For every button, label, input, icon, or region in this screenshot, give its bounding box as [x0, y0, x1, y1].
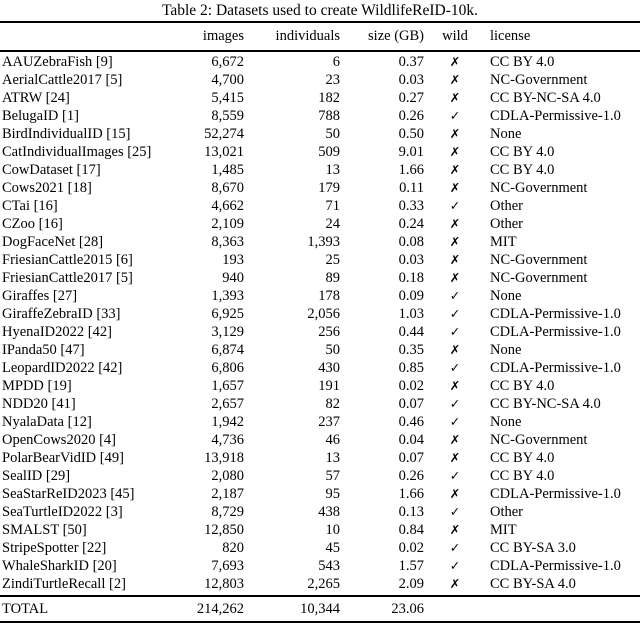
cell-license: CDLA-Permissive-1.0 [490, 486, 621, 502]
cell-images: 5,415 [211, 90, 244, 106]
cell-size: 0.27 [398, 90, 424, 106]
cell-size: 0.18 [398, 270, 424, 286]
table-row [0, 539, 640, 557]
wild-cross-icon: ✗ [449, 90, 461, 105]
cell-individuals: 178 [318, 288, 340, 304]
cell-images: 1,485 [211, 162, 244, 178]
cell-size: 0.26 [398, 468, 424, 484]
cell-license: CC BY-NC-SA 4.0 [490, 396, 601, 412]
cell-dataset-name: SMALST [50] [2, 522, 87, 538]
cell-individuals: 50 [325, 342, 340, 358]
cell-dataset-name: HyenaID2022 [42] [2, 324, 112, 340]
cell-license: CC BY 4.0 [490, 450, 555, 466]
cell-size: 0.02 [398, 540, 424, 556]
wild-cross-icon: ✗ [449, 432, 461, 447]
cell-size: 0.50 [398, 126, 424, 142]
cell-license: NC-Government [490, 270, 588, 286]
cell-size: 0.33 [398, 198, 424, 214]
cell-license: None [490, 126, 522, 142]
cell-dataset-name: NyalaData [12] [2, 414, 92, 430]
cell-dataset-name: ATRW [24] [2, 90, 70, 106]
cell-images: 193 [222, 252, 244, 268]
cell-dataset-name: BelugaID [1] [2, 108, 79, 124]
wild-check-icon: ✓ [449, 198, 461, 213]
header-wild: wild [442, 28, 468, 44]
header-individuals: individuals [275, 28, 340, 44]
cell-images: 12,850 [204, 522, 244, 538]
cell-images: 1,393 [211, 288, 244, 304]
cell-license: CDLA-Permissive-1.0 [490, 558, 621, 574]
wild-check-icon: ✓ [449, 288, 461, 303]
wild-cross-icon: ✗ [449, 252, 461, 267]
wild-cross-icon: ✗ [449, 54, 461, 69]
cell-individuals: 95 [325, 486, 340, 502]
wild-cross-icon: ✗ [449, 522, 461, 537]
cell-individuals: 6 [332, 54, 340, 70]
table-row [0, 197, 640, 215]
cell-images: 2,657 [211, 396, 244, 412]
cell-size: 1.66 [398, 162, 424, 178]
cell-individuals: 24 [325, 216, 340, 232]
table-row [0, 143, 640, 161]
cell-size: 0.04 [398, 432, 424, 448]
cell-size: 0.44 [398, 324, 424, 340]
cell-images: 6,874 [211, 342, 244, 358]
cell-images: 1,657 [211, 378, 244, 394]
cell-size: 0.46 [398, 414, 424, 430]
cell-dataset-name: StripeSpotter [22] [2, 540, 107, 556]
table-row [0, 395, 640, 413]
table-row [0, 341, 640, 359]
cell-dataset-name: Giraffes [27] [2, 288, 78, 304]
header-images: images [202, 28, 244, 44]
cell-license: CC BY-SA 4.0 [490, 576, 576, 592]
cell-images: 4,700 [211, 72, 244, 88]
cell-license: CC BY 4.0 [490, 54, 555, 70]
cell-license: CC BY 4.0 [490, 162, 555, 178]
cell-size: 0.03 [398, 252, 424, 268]
cell-dataset-name: WhaleSharkID [20] [2, 558, 117, 574]
wild-cross-icon: ✗ [449, 72, 461, 87]
table-row [0, 89, 640, 107]
wild-cross-icon: ✗ [449, 486, 461, 501]
header-size: size (GB) [368, 28, 424, 44]
table-row [0, 359, 640, 377]
table-row [0, 323, 640, 341]
table-row [0, 71, 640, 89]
cell-size: 0.08 [398, 234, 424, 250]
cell-individuals: 509 [318, 144, 340, 160]
cell-images: 820 [222, 540, 244, 556]
cell-size: 0.02 [398, 378, 424, 394]
cell-dataset-name: AAUZebraFish [9] [2, 54, 113, 70]
table-row [0, 179, 640, 197]
cell-individuals: 543 [318, 558, 340, 574]
cell-images: 13,918 [204, 450, 244, 466]
table-row [0, 449, 640, 467]
cell-individuals: 23 [325, 72, 340, 88]
cell-images: 12,803 [204, 576, 244, 592]
cell-dataset-name: SealID [29] [2, 468, 71, 484]
cell-license: CDLA-Permissive-1.0 [490, 360, 621, 376]
cell-license: Other [490, 216, 524, 232]
cell-size: 0.07 [398, 450, 424, 466]
cell-images: 7,693 [211, 558, 244, 574]
cell-size: 2.09 [398, 576, 424, 592]
cell-size: 0.13 [398, 504, 424, 520]
cell-individuals: 50 [325, 126, 340, 142]
cell-individuals: 10 [325, 522, 340, 538]
total-size: 23.06 [391, 600, 424, 617]
table-row [0, 521, 640, 539]
cell-images: 8,729 [211, 504, 244, 520]
table-body [0, 52, 640, 595]
cell-images: 2,080 [211, 468, 244, 484]
wild-cross-icon: ✗ [449, 450, 461, 465]
cell-dataset-name: BirdIndividualID [15] [2, 126, 131, 142]
cell-images: 940 [222, 270, 244, 286]
cell-license: None [490, 342, 522, 358]
cell-license: CC BY 4.0 [490, 144, 555, 160]
cell-individuals: 13 [325, 162, 340, 178]
wild-check-icon: ✓ [449, 108, 461, 123]
cell-license: Other [490, 198, 524, 214]
cell-individuals: 179 [318, 180, 340, 196]
wild-cross-icon: ✗ [449, 576, 461, 591]
cell-license: CDLA-Permissive-1.0 [490, 324, 621, 340]
cell-images: 8,559 [211, 108, 244, 124]
cell-dataset-name: SeaStarReID2023 [45] [2, 486, 135, 502]
cell-license: NC-Government [490, 180, 588, 196]
cell-dataset-name: PolarBearVidID [49] [2, 450, 124, 466]
cell-images: 4,736 [211, 432, 244, 448]
cell-size: 0.35 [398, 342, 424, 358]
cell-dataset-name: Cows2021 [18] [2, 180, 92, 196]
cell-dataset-name: IPanda50 [47] [2, 342, 85, 358]
cell-images: 2,109 [211, 216, 244, 232]
wild-cross-icon: ✗ [449, 270, 461, 285]
total-images: 214,262 [196, 600, 244, 617]
cell-size: 0.03 [398, 72, 424, 88]
table-row [0, 557, 640, 575]
table-header-row [0, 23, 640, 50]
cell-individuals: 46 [325, 432, 340, 448]
wild-cross-icon: ✗ [449, 342, 461, 357]
cell-dataset-name: OpenCows2020 [4] [2, 432, 116, 448]
total-row [0, 597, 640, 621]
cell-license: CC BY 4.0 [490, 378, 555, 394]
table-row [0, 467, 640, 485]
cell-size: 0.84 [398, 522, 424, 538]
cell-dataset-name: CowDataset [17] [2, 162, 101, 178]
cell-individuals: 438 [318, 504, 340, 520]
cell-size: 1.57 [398, 558, 424, 574]
table-row [0, 125, 640, 143]
wild-check-icon: ✓ [449, 558, 461, 573]
cell-images: 1,942 [211, 414, 244, 430]
cell-license: CDLA-Permissive-1.0 [490, 306, 621, 322]
cell-dataset-name: CatIndividualImages [25] [2, 144, 152, 160]
cell-individuals: 2,265 [307, 576, 340, 592]
wild-cross-icon: ✗ [449, 378, 461, 393]
cell-individuals: 256 [318, 324, 340, 340]
cell-size: 0.26 [398, 108, 424, 124]
cell-license: NC-Government [490, 432, 588, 448]
cell-license: MIT [490, 522, 517, 538]
cell-size: 0.24 [398, 216, 424, 232]
cell-individuals: 182 [318, 90, 340, 106]
wild-check-icon: ✓ [449, 414, 461, 429]
cell-dataset-name: FriesianCattle2015 [6] [2, 252, 133, 268]
cell-size: 1.66 [398, 486, 424, 502]
cell-dataset-name: AerialCattle2017 [5] [2, 72, 123, 88]
table-row [0, 107, 640, 125]
cell-dataset-name: DogFaceNet [28] [2, 234, 104, 250]
cell-dataset-name: ZindiTurtleRecall [2] [2, 576, 126, 592]
wild-check-icon: ✓ [449, 360, 461, 375]
cell-license: CC BY-SA 3.0 [490, 540, 576, 556]
wild-check-icon: ✓ [449, 540, 461, 555]
cell-individuals: 430 [318, 360, 340, 376]
cell-individuals: 237 [318, 414, 340, 430]
cell-dataset-name: LeopardID2022 [42] [2, 360, 123, 376]
cell-individuals: 89 [325, 270, 340, 286]
table-caption: Table 2: Datasets used to create WildlifeReID-10k. [161, 2, 479, 19]
cell-images: 3,129 [211, 324, 244, 340]
cell-individuals: 2,056 [307, 306, 340, 322]
wild-check-icon: ✓ [449, 306, 461, 321]
cell-individuals: 71 [325, 198, 340, 214]
cell-size: 0.11 [399, 180, 424, 196]
cell-license: NC-Government [490, 72, 588, 88]
table-row [0, 251, 640, 269]
cell-images: 8,670 [211, 180, 244, 196]
cell-dataset-name: CTai [16] [2, 198, 58, 214]
wild-check-icon: ✓ [449, 504, 461, 519]
table-row [0, 53, 640, 71]
cell-size: 0.85 [398, 360, 424, 376]
cell-license: MIT [490, 234, 517, 250]
wild-cross-icon: ✗ [449, 126, 461, 141]
header-license: license [490, 28, 531, 44]
total-individuals: 10,344 [300, 600, 340, 617]
cell-size: 0.09 [398, 288, 424, 304]
table-row [0, 503, 640, 521]
cell-images: 4,662 [211, 198, 244, 214]
cell-images: 13,021 [204, 144, 244, 160]
table-row [0, 575, 640, 593]
wild-cross-icon: ✗ [449, 216, 461, 231]
table-row [0, 215, 640, 233]
cell-size: 9.01 [398, 144, 424, 160]
cell-images: 2,187 [211, 486, 244, 502]
wild-cross-icon: ✗ [449, 162, 461, 177]
cell-license: CC BY-NC-SA 4.0 [490, 90, 601, 106]
cell-individuals: 191 [318, 378, 340, 394]
cell-images: 6,672 [211, 54, 244, 70]
wild-cross-icon: ✗ [449, 180, 461, 195]
cell-images: 6,925 [211, 306, 244, 322]
cell-individuals: 82 [325, 396, 340, 412]
wild-cross-icon: ✗ [449, 144, 461, 159]
table-row [0, 305, 640, 323]
cell-dataset-name: SeaTurtleID2022 [3] [2, 504, 123, 520]
cell-license: NC-Government [490, 252, 588, 268]
cell-size: 0.37 [398, 54, 424, 70]
total-label: TOTAL [2, 600, 49, 617]
cell-license: CDLA-Permissive-1.0 [490, 108, 621, 124]
cell-individuals: 1,393 [307, 234, 340, 250]
cell-images: 6,806 [211, 360, 244, 376]
cell-individuals: 13 [325, 450, 340, 466]
wild-check-icon: ✓ [449, 468, 461, 483]
table-row [0, 287, 640, 305]
cell-size: 1.03 [398, 306, 424, 322]
table-row [0, 269, 640, 287]
cell-license: Other [490, 504, 524, 520]
cell-license: None [490, 288, 522, 304]
bottom-rule [0, 621, 640, 623]
wild-check-icon: ✓ [449, 324, 461, 339]
wild-cross-icon: ✗ [449, 234, 461, 249]
cell-size: 0.07 [398, 396, 424, 412]
cell-individuals: 788 [318, 108, 340, 124]
table-row [0, 413, 640, 431]
cell-dataset-name: CZoo [16] [2, 216, 63, 232]
cell-dataset-name: FriesianCattle2017 [5] [2, 270, 133, 286]
cell-dataset-name: MPDD [19] [2, 378, 72, 394]
cell-individuals: 45 [325, 540, 340, 556]
cell-individuals: 57 [325, 468, 340, 484]
table-row [0, 161, 640, 179]
cell-dataset-name: NDD20 [41] [2, 396, 76, 412]
cell-images: 8,363 [211, 234, 244, 250]
table-row [0, 485, 640, 503]
table-row [0, 431, 640, 449]
cell-individuals: 25 [325, 252, 340, 268]
cell-license: CC BY 4.0 [490, 468, 555, 484]
cell-dataset-name: GiraffeZebraID [33] [2, 306, 121, 322]
table-row [0, 233, 640, 251]
cell-license: None [490, 414, 522, 430]
wild-check-icon: ✓ [449, 396, 461, 411]
table-row [0, 377, 640, 395]
cell-images: 52,274 [204, 126, 244, 142]
